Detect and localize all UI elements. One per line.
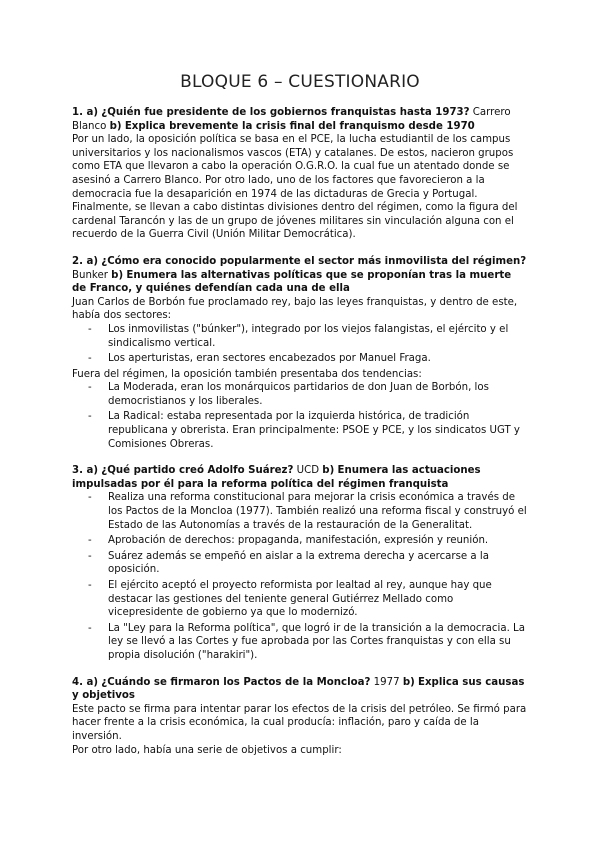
opposition-tendencies-list [72,381,528,451]
document-body [72,106,528,757]
reform-actions-list [72,491,528,662]
question-b-prefix: b) [111,269,124,281]
list-item: - La Moderada, eran los monárquicos partidarios de don Juan de Borbón, los democristianos y los liberales. [108,381,528,408]
question-a-text: ¿Cómo era conocido popularmente el sector más inmovilista del régimen? [101,255,527,267]
question-b-prefix: b) [109,120,122,132]
question-2-heading [72,255,528,296]
question-1 [72,106,528,242]
question-number: 1. a) [72,107,99,118]
question-b-text: Explica brevemente la crisis final del franquismo desde 1970 [124,120,475,132]
question-number: 2. a) [72,255,99,267]
page-title: BLOQUE 6 – CUESTIONARIO [180,72,420,92]
list-item: - La "Ley para la Reforma política", que logró ir de la transición a la democracia. La ley se llevó a las Cortes y fue aprobada por las Cortes franquistas y con ella su propia disolución ("harakiri"). [108,622,528,663]
question-b-prefix: b) [322,465,335,477]
answer-intro: Juan Carlos de Borbón fue proclamado rey, bajo las leyes franquistas, y dentro de este, había dos sectores: [72,296,518,322]
question-number: 4. a) [72,676,99,688]
question-4-heading [72,676,528,703]
question-2 [72,255,528,451]
question-b-text: Enumera las alternativas políticas que se proponían tras la muerte de Franco, y quiénes defendían cada una de ella [72,269,512,295]
question-a-text: ¿Quién fue presidente de los gobiernos franquistas hasta 1973? [101,107,470,118]
answer-a: 1977 [373,676,400,688]
answer-a: Carrero Blanco [72,107,511,132]
list-item: - Los inmovilistas ("búnker"), integrado por los viejos falangistas, el ejército y el sindicalismo vertical. [108,323,528,350]
question-b-prefix: b) [402,676,415,688]
list-item: - Los aperturistas, eran sectores encabezados por Manuel Fraga. [108,352,528,366]
question-a-text: ¿Cuándo se firmaron los Pactos de la Moncloa? [101,676,371,688]
question-b-text: Enumera las actuaciones impulsadas por él para la reforma política del régimen franquista [72,465,481,490]
question-1-heading [72,106,528,133]
question-number: 3. a) [72,465,99,477]
answer-paragraph: Por un lado, la oposición política se basa en el PCE, la lucha estudiantil de los campus universitarios y los nacionalismos vascos (ETA) y catalanes. De estos, nacieron grupos como ETA que llevaron a cabo la operación O.G.R.O. la cual fue un atentado donde se asesinó a Carrero Blanco. Por otro lado, uno de los factores que favorecieron a la democracia fue la desaparición en 1974 de las dictaduras de Grecia y Portugal. Finalmente, se llevan a cabo distintas divisiones dentro del régimen, como la figura del cardenal Tarancón y las de un grupo de jóvenes militares sin vinculación alguna con el recuerdo de la Guerra Civil (Unión Militar Democrática). [72,134,518,241]
question-3 [72,464,528,662]
list-item: - El ejército aceptó el proyecto reformista por lealtad al rey, aunque hay que destacar las gestiones del teniente general Gutiérrez Mellado como vicepresidente de gobierno ya que lo modernizó. [108,579,528,620]
answer-paragraph: Este pacto se firma para intentar parar los efectos de la crisis del petróleo. Se firmó para hacer frente a la crisis económica, la cual producía: inflación, paro y caída de la inversión. [72,703,527,742]
list-item: - Suárez además se empeñó en aislar a la extrema derecha y acercarse a la oposición. [108,550,528,577]
answer-a: Bunker [72,269,108,281]
question-3-heading [72,464,528,491]
question-b-text: Explica sus causas y objetivos [72,676,525,702]
regime-sectors-list [72,323,528,366]
list-item: - Aprobación de derechos: propaganda, manifestación, expresión y reunión. [108,534,528,548]
question-4 [72,676,528,758]
answer-paragraph: Por otro lado, había una serie de objetivos a cumplir: [72,744,342,756]
question-a-text: ¿Qué partido creó Adolfo Suárez? [101,465,294,477]
list-item: - Realiza una reforma constitucional para mejorar la crisis económica a través de los Pactos de la Moncloa (1977). También realizó una reforma fiscal y construyó el Estado de las Autonomías a través de la restauración de la Generalitat. [108,491,528,532]
answer-a: UCD [296,465,320,477]
list-item: - La Radical: estaba representada por la izquierda histórica, de tradición republicana y obrerista. Eran principalmente: PSOE y PCE, y los sindicatos UGT y Comisiones Obreras. [108,410,528,451]
answer-mid: Fuera del régimen, la oposición también presentaba dos tendencias: [72,368,422,380]
